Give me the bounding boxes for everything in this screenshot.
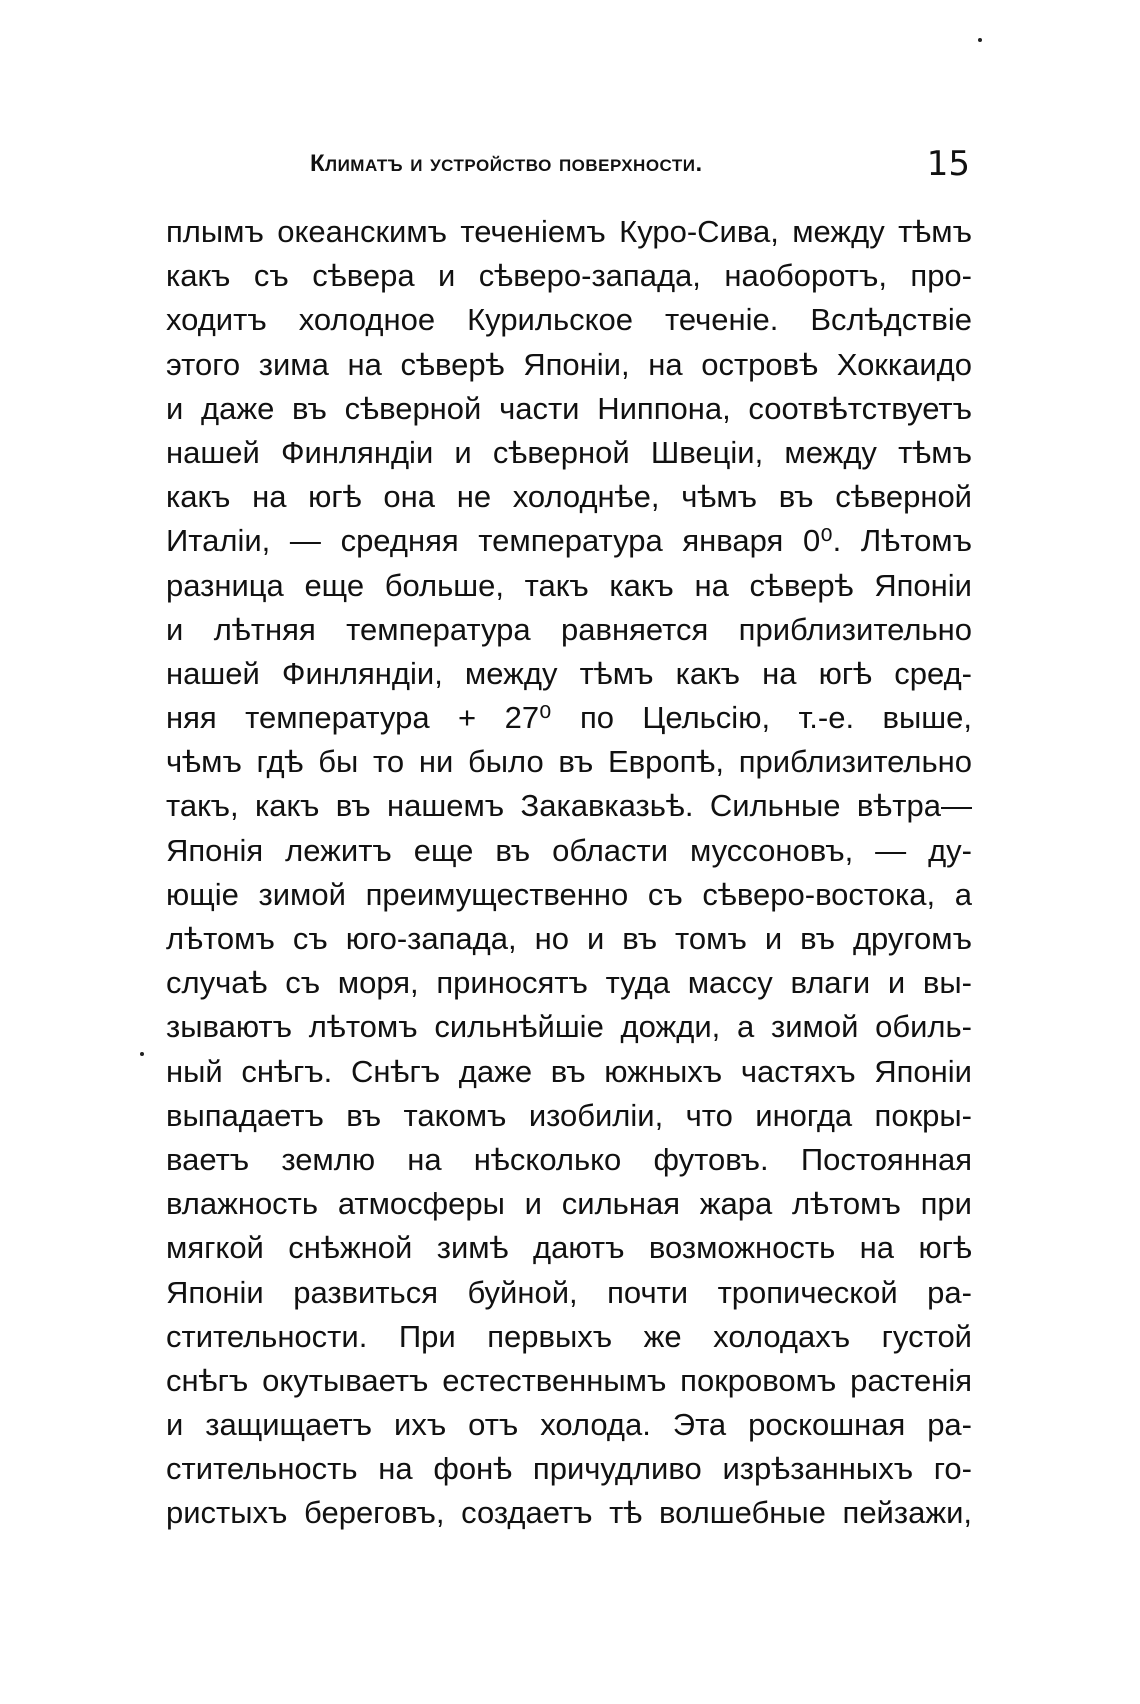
page-number: 15 <box>926 144 970 184</box>
text-line: чѣмъ гдѣ бы то ни было въ Европѣ, приблизительно <box>166 744 972 780</box>
text-line: и лѣтняя температура равняется приблизительно <box>166 611 972 647</box>
text-line: такъ, какъ въ нашемъ Закавказьѣ. Сильные вѣтра— <box>166 788 972 824</box>
text-line: плымъ океанскимъ теченіемъ Куро-Сива, между тѣмъ <box>166 214 972 249</box>
text-line: этого зима на сѣверѣ Японіи, на островѣ Хоккаидо <box>166 346 972 382</box>
text-line: и даже въ сѣверной части Ниппона, соотвѣтствуетъ <box>166 390 972 426</box>
text-line: ваетъ землю на нѣсколько футовъ. Постоянная <box>166 1141 972 1177</box>
text-line: Японія лежитъ еще въ области муссоновъ, — ду- <box>166 832 972 868</box>
text-line: Японіи развиться буйной, почти тропической ра- <box>166 1274 972 1310</box>
text-line: и защищаетъ ихъ отъ холода. Эта роскошная ра- <box>166 1407 972 1443</box>
running-title: Климатъ и устройство поверхности. <box>310 150 703 177</box>
text-line: какъ на югѣ она не холоднѣе, чѣмъ въ сѣверной <box>166 479 972 515</box>
text-line: влажность атмосферы и сильная жара лѣтомъ при <box>166 1186 972 1222</box>
text-line: нашей Финляндіи, между тѣмъ какъ на югѣ сред- <box>166 655 972 691</box>
print-speck <box>140 1052 144 1056</box>
text-line: няя температура + 27⁰ по Цельсію, т.-е. выше, <box>166 700 972 736</box>
text-line: стительности. При первыхъ же холодахъ густой <box>166 1318 972 1354</box>
text-line: мягкой снѣжной зимѣ даютъ возможность на югѣ <box>166 1230 972 1266</box>
text-line: разница еще больше, такъ какъ на сѣверѣ Японіи <box>166 567 972 603</box>
text-line: нашей Финляндіи и сѣверной Швеціи, между тѣмъ <box>166 434 972 470</box>
text-line: ходитъ холодное Курильское теченіе. Вслѣдствіе <box>166 302 972 338</box>
text-line: Италіи, — средняя температура января 0⁰. Лѣтомъ <box>166 523 972 559</box>
text-line: выпадаетъ въ такомъ изобиліи, что иногда покры- <box>166 1097 972 1133</box>
print-speck <box>978 38 982 42</box>
text-line: стительность на фонѣ причудливо изрѣзанныхъ го- <box>166 1451 972 1487</box>
text-line: зываютъ лѣтомъ сильнѣйшіе дожди, а зимой обиль- <box>166 1009 972 1045</box>
text-line: ющіе зимой преимущественно съ сѣверо-востока, а <box>166 876 972 912</box>
page-header <box>160 144 970 190</box>
text-line: ный снѣгъ. Снѣгъ даже въ южныхъ частяхъ Японіи <box>166 1053 972 1089</box>
body-text <box>166 210 972 1536</box>
text-line: снѣгъ окутываетъ естественнымъ покровомъ растенія <box>166 1362 972 1398</box>
text-line: лѣтомъ съ юго-запада, но и въ томъ и въ другомъ <box>166 921 972 956</box>
text-line: какъ съ сѣвера и сѣверо-запада, наоборотъ, про- <box>166 258 972 294</box>
text-line: ристыхъ береговъ, создаетъ тѣ волшебные пейзажи, <box>166 1495 972 1531</box>
text-line: случаѣ съ моря, приносятъ туда массу влаги и вы- <box>166 965 972 1001</box>
